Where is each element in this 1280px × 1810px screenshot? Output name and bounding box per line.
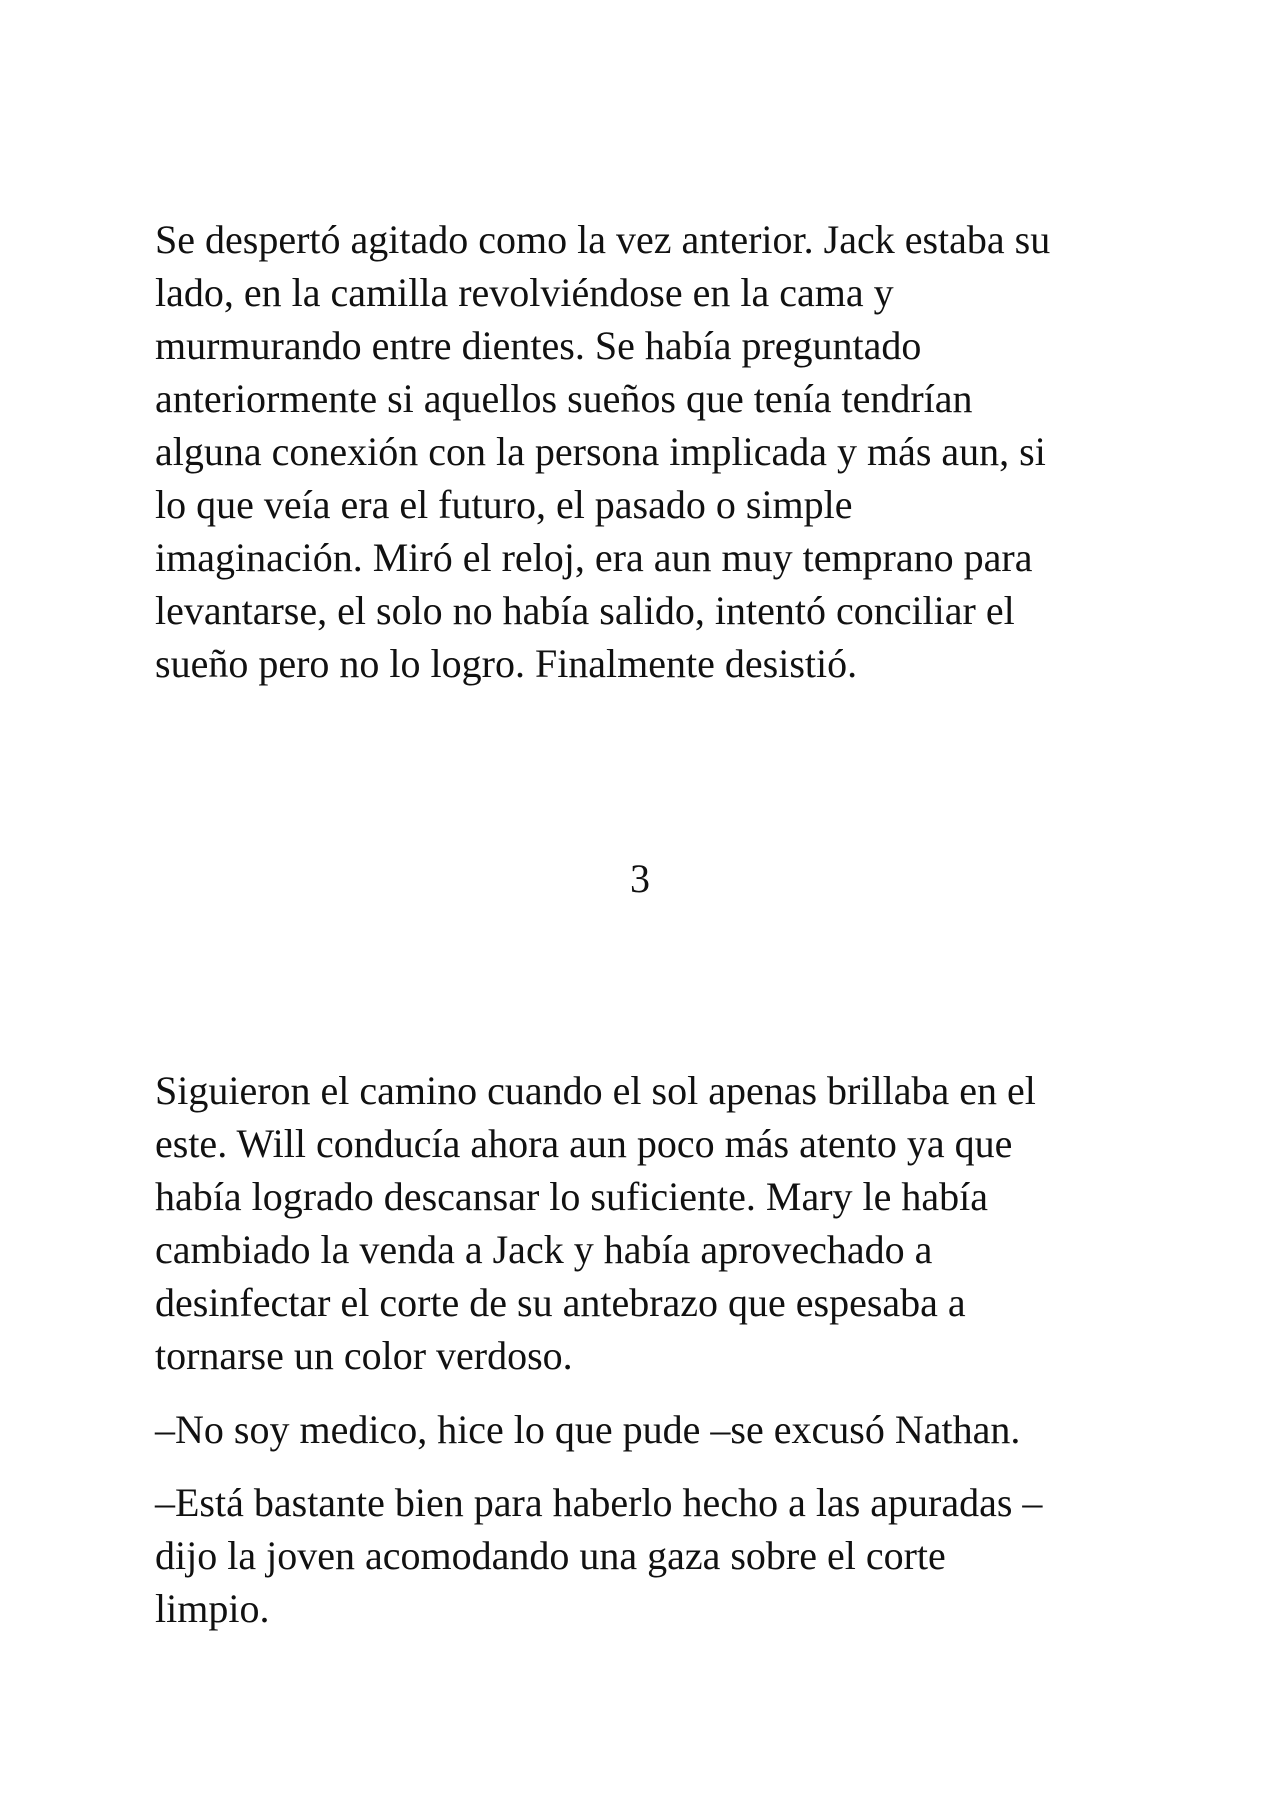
paragraph-line: murmurando entre dientes. Se había preguntado <box>155 323 922 368</box>
paragraph-line: imaginación. Miró el reloj, era aun muy temprano para <box>155 535 1033 580</box>
dialogue-line-1 <box>155 1403 1135 1456</box>
paragraph-line: este. Will conducía ahora aun poco más atento ya que <box>155 1121 1013 1166</box>
paragraph-line: Se despertó agitado como la vez anterior. Jack estaba su <box>155 217 1051 262</box>
dialogue-line-2 <box>155 1476 1135 1635</box>
paragraph-line: Siguieron el camino cuando el sol apenas brillaba en el <box>155 1068 1036 1113</box>
paragraph-line: alguna conexión con la persona implicada y más aun, si <box>155 429 1046 474</box>
paragraph-line: cambiado la venda a Jack y había aprovechado a <box>155 1227 933 1272</box>
paragraph-line: lado, en la camilla revolviéndose en la cama y <box>155 270 894 315</box>
paragraph-line: lo que veía era el futuro, el pasado o simple <box>155 482 853 527</box>
paragraph-line: levantarse, el solo no había salido, intentó conciliar el <box>155 588 1015 633</box>
paragraph-line: dijo la joven acomodando una gaza sobre el corte <box>155 1533 946 1578</box>
paragraph-line: –No soy medico, hice lo que pude –se excusó Nathan. <box>155 1407 1021 1452</box>
chapter-number: 3 <box>630 856 650 901</box>
paragraph-line: sueño pero no lo logro. Finalmente desistió. <box>155 641 858 686</box>
paragraph-1 <box>155 213 1135 690</box>
paragraph-line: desinfectar el corte de su antebrazo que espesaba a <box>155 1280 966 1325</box>
paragraph-2 <box>155 1064 1135 1382</box>
paragraph-line: –Está bastante bien para haberlo hecho a las apuradas – <box>155 1480 1043 1525</box>
paragraph-line: había logrado descansar lo suficiente. Mary le había <box>155 1174 989 1219</box>
paragraph-line: anteriormente si aquellos sueños que tenía tendrían <box>155 376 973 421</box>
paragraph-line: tornarse un color verdoso. <box>155 1333 573 1378</box>
paragraph-line: limpio. <box>155 1586 270 1631</box>
